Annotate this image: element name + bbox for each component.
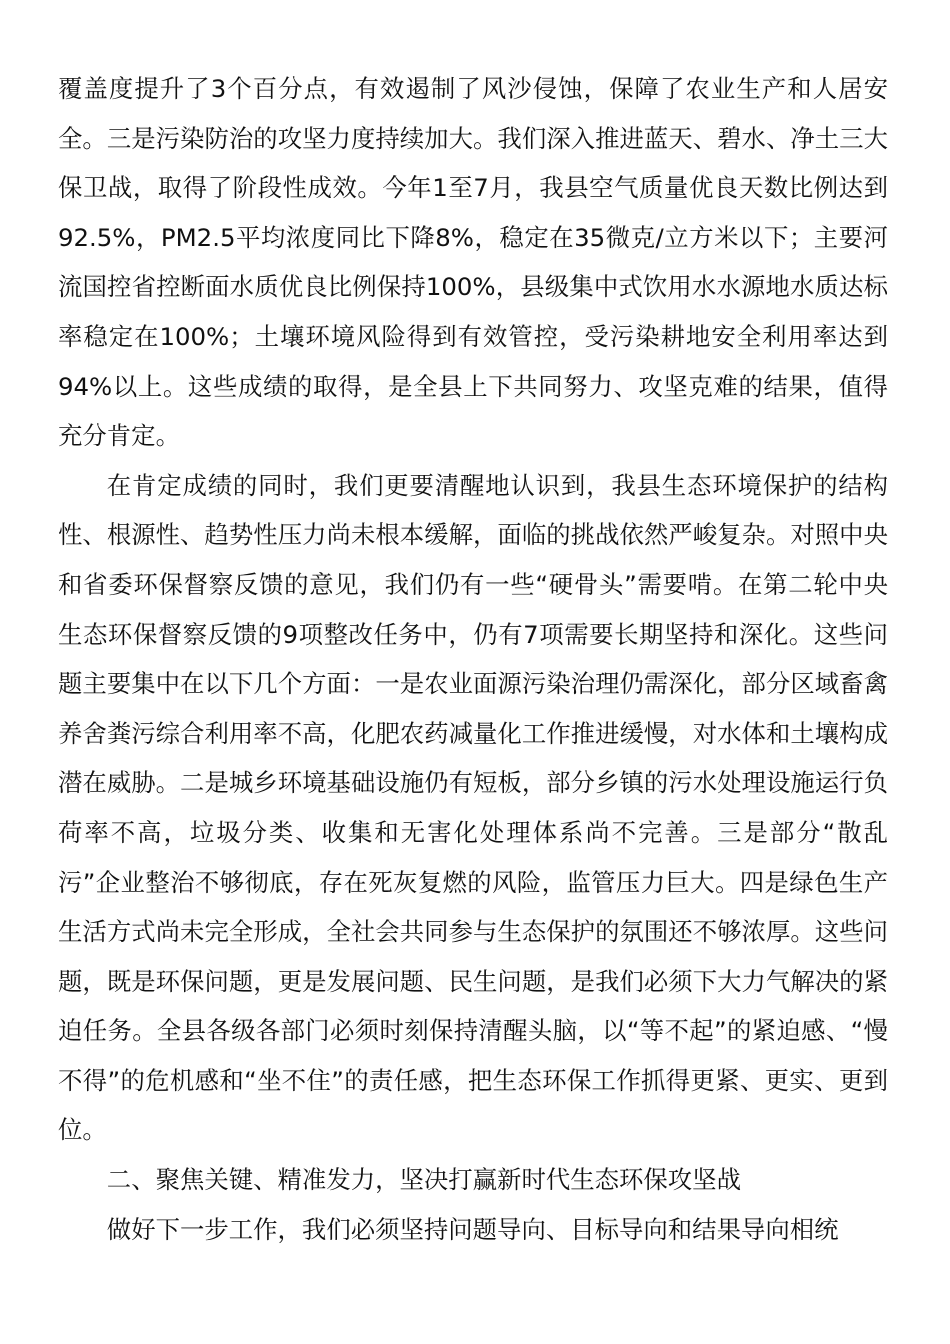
document-page	[58, 64, 888, 1254]
section-heading-2: 二、聚焦关键、精准发力，坚决打赢新时代生态环保攻坚战	[106, 1165, 741, 1195]
paragraph-next-steps: 做好下一步工作，我们必须坚持问题导向、目标导向和结果导向相统	[106, 1214, 839, 1244]
paragraph-challenges: 在肯定成绩的同时，我们更要清醒地认识到，我县生态环境保护的结构性、根源性、趋势性压力尚未根本缓解，面临的挑战依然严峻复杂。对照中央和省委环保督察反馈的意见，我们仍有一些“硬骨头”需要啃。在第二轮中央生态环保督察反馈的9项整改任务中，仍有7项需要长期坚持和深化。这些问题主要集中在以下几个方面：一是农业面源污染治理仍需深化，部分区域畜禽养舍粪污综合利用率不高，化肥农药减量化工作推进缓慢，对水体和土壤构成潜在威胁。二是城乡环境基础设施仍有短板，部分乡镇的污水处理设施运行负荷率不高，垃圾分类、收集和无害化处理体系尚不完善。三是部分“散乱污”企业整治不够彻底，存在死灰复燃的风险，监管压力巨大。四是绿色生产生活方式尚未完全形成，全社会共同参与生态保护的氛围还不够浓厚。这些问题，既是环保问题，更是发展问题、民生问题，是我们必须下大力气解决的紧迫任务。全县各级各部门必须时刻保持清醒头脑，以“等不起”的紧迫感、“慢不得”的危机感和“坐不住”的责任感，把生态环保工作抓得更紧、更实、更到位。	[58, 470, 888, 1145]
paragraph-achievements: 覆盖度提升了3个百分点，有效遏制了风沙侵蚀，保障了农业生产和人居安全。三是污染防治的攻坚力度持续加大。我们深入推进蓝天、碧水、净土三大保卫战，取得了阶段性成效。今年1至7月，我县空气质量优良天数比例达到92.5%，PM2.5平均浓度同比下降8%，稳定在35微克/立方米以下；主要河流国控省控断面水质优良比例保持100%，县级集中式饮用水水源地水质达标率稳定在100%；土壤环境风险得到有效管控，受污染耕地安全利用率达到94%以上。这些成绩的取得，是全县上下共同努力、攻坚克难的结果，值得充分肯定。	[58, 74, 888, 451]
